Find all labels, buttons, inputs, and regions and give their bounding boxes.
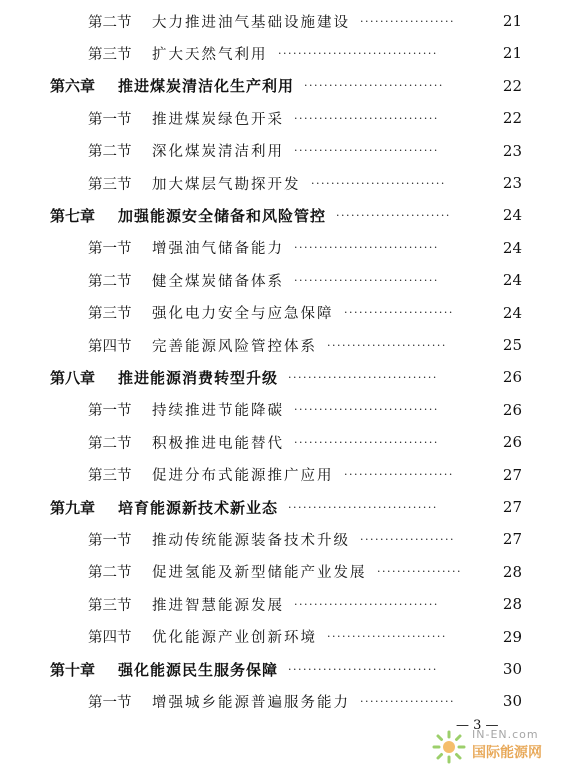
toc-leader-dots: ················· [377,565,462,579]
toc-page-number: 28 [502,595,522,614]
toc-number: 第四节 [88,630,132,647]
toc-title: 优化能源产业创新环境 [152,630,317,647]
toc-title: 增强城乡能源普遍服务能力 [152,694,350,711]
toc-page-number: 21 [502,12,522,30]
toc-page-number: 27 [502,498,522,516]
toc-page-number: 28 [502,562,522,581]
toc-leader-dots: ······························ [288,662,438,676]
toc-title: 加强能源安全储备和风险管控 [118,206,327,225]
toc-section-row [0,624,574,650]
toc-leader-dots: ······························ [288,370,438,384]
sun-logo-icon [432,730,466,764]
toc-chapter-row [0,494,574,520]
toc-number: 第二节 [88,144,132,161]
toc-section-row [0,40,574,66]
toc-title: 健全煤炭储备体系 [152,273,284,290]
toc-title: 强化电力安全与应急保障 [152,306,334,323]
toc-leader-dots: ······················· [336,208,451,222]
toc-page-number: 25 [502,336,522,354]
toc-page-number: 24 [502,206,522,225]
toc-page-number: 30 [502,660,522,678]
toc-leader-dots: ····························· [294,435,439,449]
toc-section-row [0,105,574,131]
toc-leader-dots: ····························· [294,241,439,255]
toc-number: 第三节 [88,306,132,323]
toc-title: 完善能源风险管控体系 [152,338,317,355]
page-number: — 3 — [456,718,499,733]
toc-number: 第一节 [88,694,132,711]
toc-chapter-row [0,73,574,99]
toc-section-row [0,300,574,326]
toc-title: 培育能源新技术新业态 [118,498,279,517]
toc-leader-dots: ······················ [344,306,454,320]
toc-page-number: 27 [502,465,522,484]
toc-number: 第六章 [50,77,96,96]
toc-number: 第二节 [88,273,132,290]
toc-number: 第一节 [88,241,132,258]
toc-page-number: 21 [502,44,522,63]
toc-leader-dots: ····························· [294,597,439,611]
toc-number: 第一节 [88,532,132,549]
toc-number: 第二节 [88,14,132,31]
toc-section-row [0,235,574,261]
toc-page-number: 26 [502,368,522,387]
toc-section-row [0,688,574,714]
toc-title: 深化煤炭清洁利用 [152,144,284,161]
toc-title: 加大煤层气勘探开发 [152,176,301,193]
toc-page-number: 30 [502,692,522,711]
toc-chapter-row [0,364,574,390]
toc-number: 第二节 [88,565,132,582]
toc-section-row [0,332,574,358]
toc-title: 推进煤炭绿色开采 [152,111,284,128]
toc-number: 第四节 [88,338,132,355]
toc-section-row [0,429,574,455]
toc-title: 推进煤炭清洁化生产利用 [118,77,295,96]
toc-number: 第八章 [50,368,96,387]
watermark-logo [432,728,570,768]
watermark-name: 国际能源网 [472,745,542,761]
toc-page-number: 29 [502,627,522,646]
toc-section-row [0,591,574,617]
toc-number: 第一节 [88,111,132,128]
toc-title: 增强油气储备能力 [152,241,284,258]
toc-number: 第十章 [50,660,96,679]
toc-section-row [0,462,574,488]
toc-title: 推进能源消费转型升级 [118,368,279,387]
toc-title: 强化能源民生服务保障 [118,660,279,679]
toc-section-row [0,397,574,423]
toc-title: 推动传统能源装备技术升级 [152,532,350,549]
toc-number: 第二节 [88,435,132,452]
toc-number: 第三节 [88,46,132,63]
toc-page-number: 24 [502,238,522,257]
toc-page-number: 24 [502,271,522,290]
toc-leader-dots: ································ [278,46,438,60]
toc-leader-dots: ······················ [344,468,454,482]
toc-section-row [0,138,574,164]
toc-leader-dots: ····························· [294,144,439,158]
toc-page-number: 24 [502,303,522,322]
toc-page-number: 22 [502,109,522,128]
toc-number: 第一节 [88,403,132,420]
toc-number: 第三节 [88,468,132,485]
toc-leader-dots: ······························ [288,500,438,514]
toc-page-number: 26 [502,400,522,419]
toc-title: 推进智慧能源发展 [152,597,284,614]
toc-title: 扩大天然气利用 [152,46,268,63]
toc-leader-dots: ··················· [360,532,455,546]
toc-leader-dots: ························ [327,630,447,644]
toc-leader-dots: ····························· [294,403,439,417]
toc-page-number: 23 [502,174,522,192]
toc-number: 第三节 [88,176,132,193]
toc-leader-dots: ····························· [294,111,439,125]
toc-leader-dots: ···························· [304,79,444,93]
toc-leader-dots: ························ [327,338,447,352]
toc-chapter-row [0,656,574,682]
toc-number: 第九章 [50,498,96,517]
toc-number: 第七章 [50,206,96,225]
toc-section-row [0,8,574,34]
toc-section-row [0,170,574,196]
toc-page-number: 27 [502,530,522,549]
toc-page-number: 26 [502,433,522,452]
toc-title: 积极推进电能替代 [152,435,284,452]
toc-leader-dots: ··························· [311,176,446,190]
toc-page-number: 23 [502,141,522,160]
toc-page-number: 22 [502,76,522,95]
toc-chapter-row [0,202,574,228]
watermark-domain: IN-EN.com [472,728,539,741]
toc-leader-dots: ··················· [360,14,455,28]
toc-section-row [0,559,574,585]
toc-title: 促进氢能及新型储能产业发展 [152,565,367,582]
toc-title: 大力推进油气基础设施建设 [152,14,350,31]
toc-number: 第三节 [88,597,132,614]
toc-title: 持续推进节能降碳 [152,403,284,420]
toc-section-row [0,526,574,552]
toc-title: 促进分布式能源推广应用 [152,468,334,485]
toc-section-row [0,267,574,293]
toc-leader-dots: ··················· [360,694,455,708]
toc-leader-dots: ····························· [294,273,439,287]
